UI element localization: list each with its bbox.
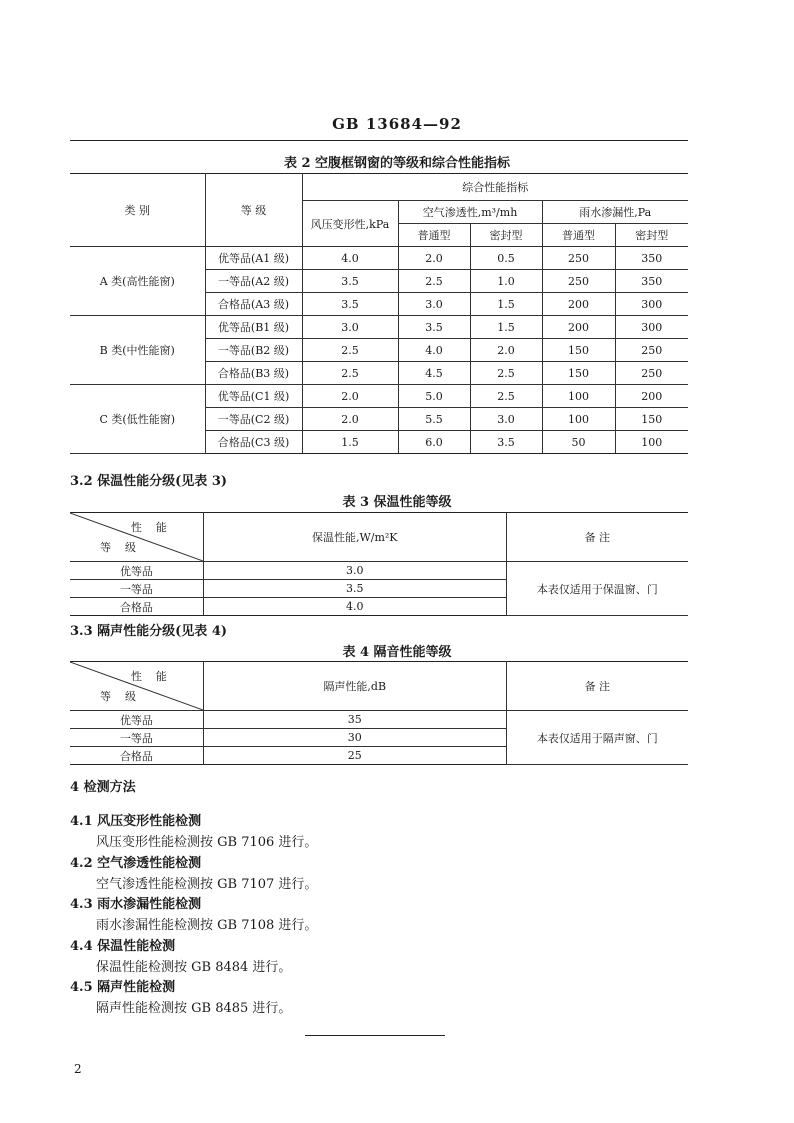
rain-sealed-cell: 250: [615, 362, 688, 385]
wind-cell: 2.5: [302, 362, 398, 385]
air-normal-cell: 4.0: [398, 339, 470, 362]
value-cell: 35: [203, 711, 506, 729]
table-row: [70, 562, 688, 580]
grade-cell: 一等品: [70, 580, 203, 598]
grade-cell: 合格品(C3 级): [205, 431, 302, 454]
rain-normal-cell: 250: [542, 247, 615, 270]
table3: [70, 512, 688, 616]
method-body-4-1: 风压变形性能检测按 GB 7106 进行。: [96, 835, 318, 850]
rain-sealed-cell: 350: [615, 270, 688, 293]
grade-cell: 合格品: [70, 747, 203, 765]
table2-header-overall: 综合性能指标: [302, 174, 688, 201]
rain-normal-cell: 100: [542, 385, 615, 408]
air-normal-cell: 6.0: [398, 431, 470, 454]
method-body-4-3: 雨水渗漏性能检测按 GB 7108 进行。: [96, 918, 318, 933]
value-cell: 25: [203, 747, 506, 765]
standard-number: GB 13684—92: [332, 115, 462, 133]
value-cell: 3.0: [203, 562, 506, 580]
grade-cell: 优等品: [70, 562, 203, 580]
grade-cell: 合格品(A3 级): [205, 293, 302, 316]
section-4-heading: 4 检测方法: [70, 780, 136, 795]
end-rule: [305, 1035, 445, 1036]
table-row: [70, 385, 688, 408]
table-row: [70, 316, 688, 339]
table2-header-grade: 等 级: [205, 174, 302, 247]
air-sealed-cell: 2.5: [470, 385, 542, 408]
wind-cell: 2.0: [302, 385, 398, 408]
section-3-2-heading: 3.2 保温性能分级(见表 3): [70, 474, 228, 489]
wind-cell: 2.0: [302, 408, 398, 431]
table2-header-air: 空气渗透性,m³/mh: [398, 201, 542, 224]
air-normal-cell: 3.5: [398, 316, 470, 339]
method-body-4-4: 保温性能检测按 GB 8484 进行。: [96, 960, 292, 975]
rain-sealed-cell: 300: [615, 316, 688, 339]
table2-header-air-normal: 普通型: [398, 224, 470, 247]
table2-category-cell: B 类(中性能窗): [70, 316, 205, 385]
table3-header-value: 保温性能,W/m²K: [203, 513, 506, 562]
air-normal-cell: 5.0: [398, 385, 470, 408]
grade-cell: 优等品: [70, 711, 203, 729]
air-sealed-cell: 3.5: [470, 431, 542, 454]
table-row: [70, 711, 688, 729]
method-title-4-1: 4.1 风压变形性能检测: [70, 814, 202, 829]
rain-normal-cell: 100: [542, 408, 615, 431]
grade-cell: 合格品: [70, 598, 203, 616]
method-title-4-2: 4.2 空气渗透性能检测: [70, 856, 202, 871]
rain-normal-cell: 200: [542, 293, 615, 316]
value-cell: 4.0: [203, 598, 506, 616]
rain-normal-cell: 150: [542, 339, 615, 362]
air-sealed-cell: 1.0: [470, 270, 542, 293]
rain-sealed-cell: 150: [615, 408, 688, 431]
note-cell: 本表仅适用于隔声窗、门: [506, 711, 688, 765]
diag-top-label: 性能: [130, 670, 181, 683]
table3-header-note: 备 注: [506, 513, 688, 562]
rain-normal-cell: 50: [542, 431, 615, 454]
table4: [70, 661, 688, 765]
value-cell: 30: [203, 729, 506, 747]
rain-sealed-cell: 100: [615, 431, 688, 454]
table2: [70, 173, 688, 454]
value-cell: 3.5: [203, 580, 506, 598]
grade-cell: 优等品(C1 级): [205, 385, 302, 408]
air-normal-cell: 3.0: [398, 293, 470, 316]
method-title-4-4: 4.4 保温性能检测: [70, 939, 176, 954]
air-sealed-cell: 2.0: [470, 339, 542, 362]
wind-cell: 3.5: [302, 293, 398, 316]
air-sealed-cell: 2.5: [470, 362, 542, 385]
rain-sealed-cell: 350: [615, 247, 688, 270]
rain-normal-cell: 200: [542, 316, 615, 339]
table2-header-rain-normal: 普通型: [542, 224, 615, 247]
air-normal-cell: 4.5: [398, 362, 470, 385]
method-title-4-5: 4.5 隔声性能检测: [70, 980, 176, 995]
page-number: 2: [74, 1062, 82, 1076]
air-normal-cell: 2.5: [398, 270, 470, 293]
grade-cell: 优等品(B1 级): [205, 316, 302, 339]
grade-cell: 一等品(C2 级): [205, 408, 302, 431]
grade-cell: 一等品(B2 级): [205, 339, 302, 362]
air-normal-cell: 5.5: [398, 408, 470, 431]
table-row: [70, 247, 688, 270]
table2-header-wind: 风压变形性,kPa: [302, 201, 398, 247]
air-sealed-cell: 0.5: [470, 247, 542, 270]
table4-diagonal-header: [70, 662, 203, 711]
diag-top-label: 性能: [130, 521, 181, 534]
table3-caption: 表 3 保温性能等级: [342, 495, 452, 510]
wind-cell: 2.5: [302, 339, 398, 362]
rain-normal-cell: 150: [542, 362, 615, 385]
rain-sealed-cell: 250: [615, 339, 688, 362]
table2-header-category: 类 别: [70, 174, 205, 247]
table2-header-rain-sealed: 密封型: [615, 224, 688, 247]
rain-normal-cell: 250: [542, 270, 615, 293]
wind-cell: 3.5: [302, 270, 398, 293]
table3-diagonal-header: [70, 513, 203, 562]
grade-cell: 一等品(A2 级): [205, 270, 302, 293]
section-3-3-heading: 3.3 隔声性能分级(见表 4): [70, 624, 228, 639]
table2-caption: 表 2 空腹框钢窗的等级和综合性能指标: [283, 156, 511, 171]
air-sealed-cell: 1.5: [470, 316, 542, 339]
method-body-4-5: 隔声性能检测按 GB 8485 进行。: [96, 1001, 292, 1016]
method-title-4-3: 4.3 雨水渗漏性能检测: [70, 897, 202, 912]
air-sealed-cell: 3.0: [470, 408, 542, 431]
table4-header-value: 隔声性能,dB: [203, 662, 506, 711]
wind-cell: 3.0: [302, 316, 398, 339]
wind-cell: 4.0: [302, 247, 398, 270]
table2-header-air-sealed: 密封型: [470, 224, 542, 247]
header-rule: [70, 140, 688, 141]
note-cell: 本表仅适用于保温窗、门: [506, 562, 688, 616]
diag-bottom-label: 等级: [100, 541, 150, 554]
grade-cell: 合格品(B3 级): [205, 362, 302, 385]
table4-caption: 表 4 隔音性能等级: [342, 645, 452, 660]
grade-cell: 优等品(A1 级): [205, 247, 302, 270]
air-normal-cell: 2.0: [398, 247, 470, 270]
method-body-4-2: 空气渗透性能检测按 GB 7107 进行。: [96, 877, 318, 892]
air-sealed-cell: 1.5: [470, 293, 542, 316]
table4-header-note: 备 注: [506, 662, 688, 711]
table2-header-rain: 雨水渗漏性,Pa: [542, 201, 688, 224]
rain-sealed-cell: 200: [615, 385, 688, 408]
grade-cell: 一等品: [70, 729, 203, 747]
rain-sealed-cell: 300: [615, 293, 688, 316]
table2-category-cell: A 类(高性能窗): [70, 247, 205, 316]
diag-bottom-label: 等级: [100, 690, 150, 703]
wind-cell: 1.5: [302, 431, 398, 454]
table2-category-cell: C 类(低性能窗): [70, 385, 205, 454]
